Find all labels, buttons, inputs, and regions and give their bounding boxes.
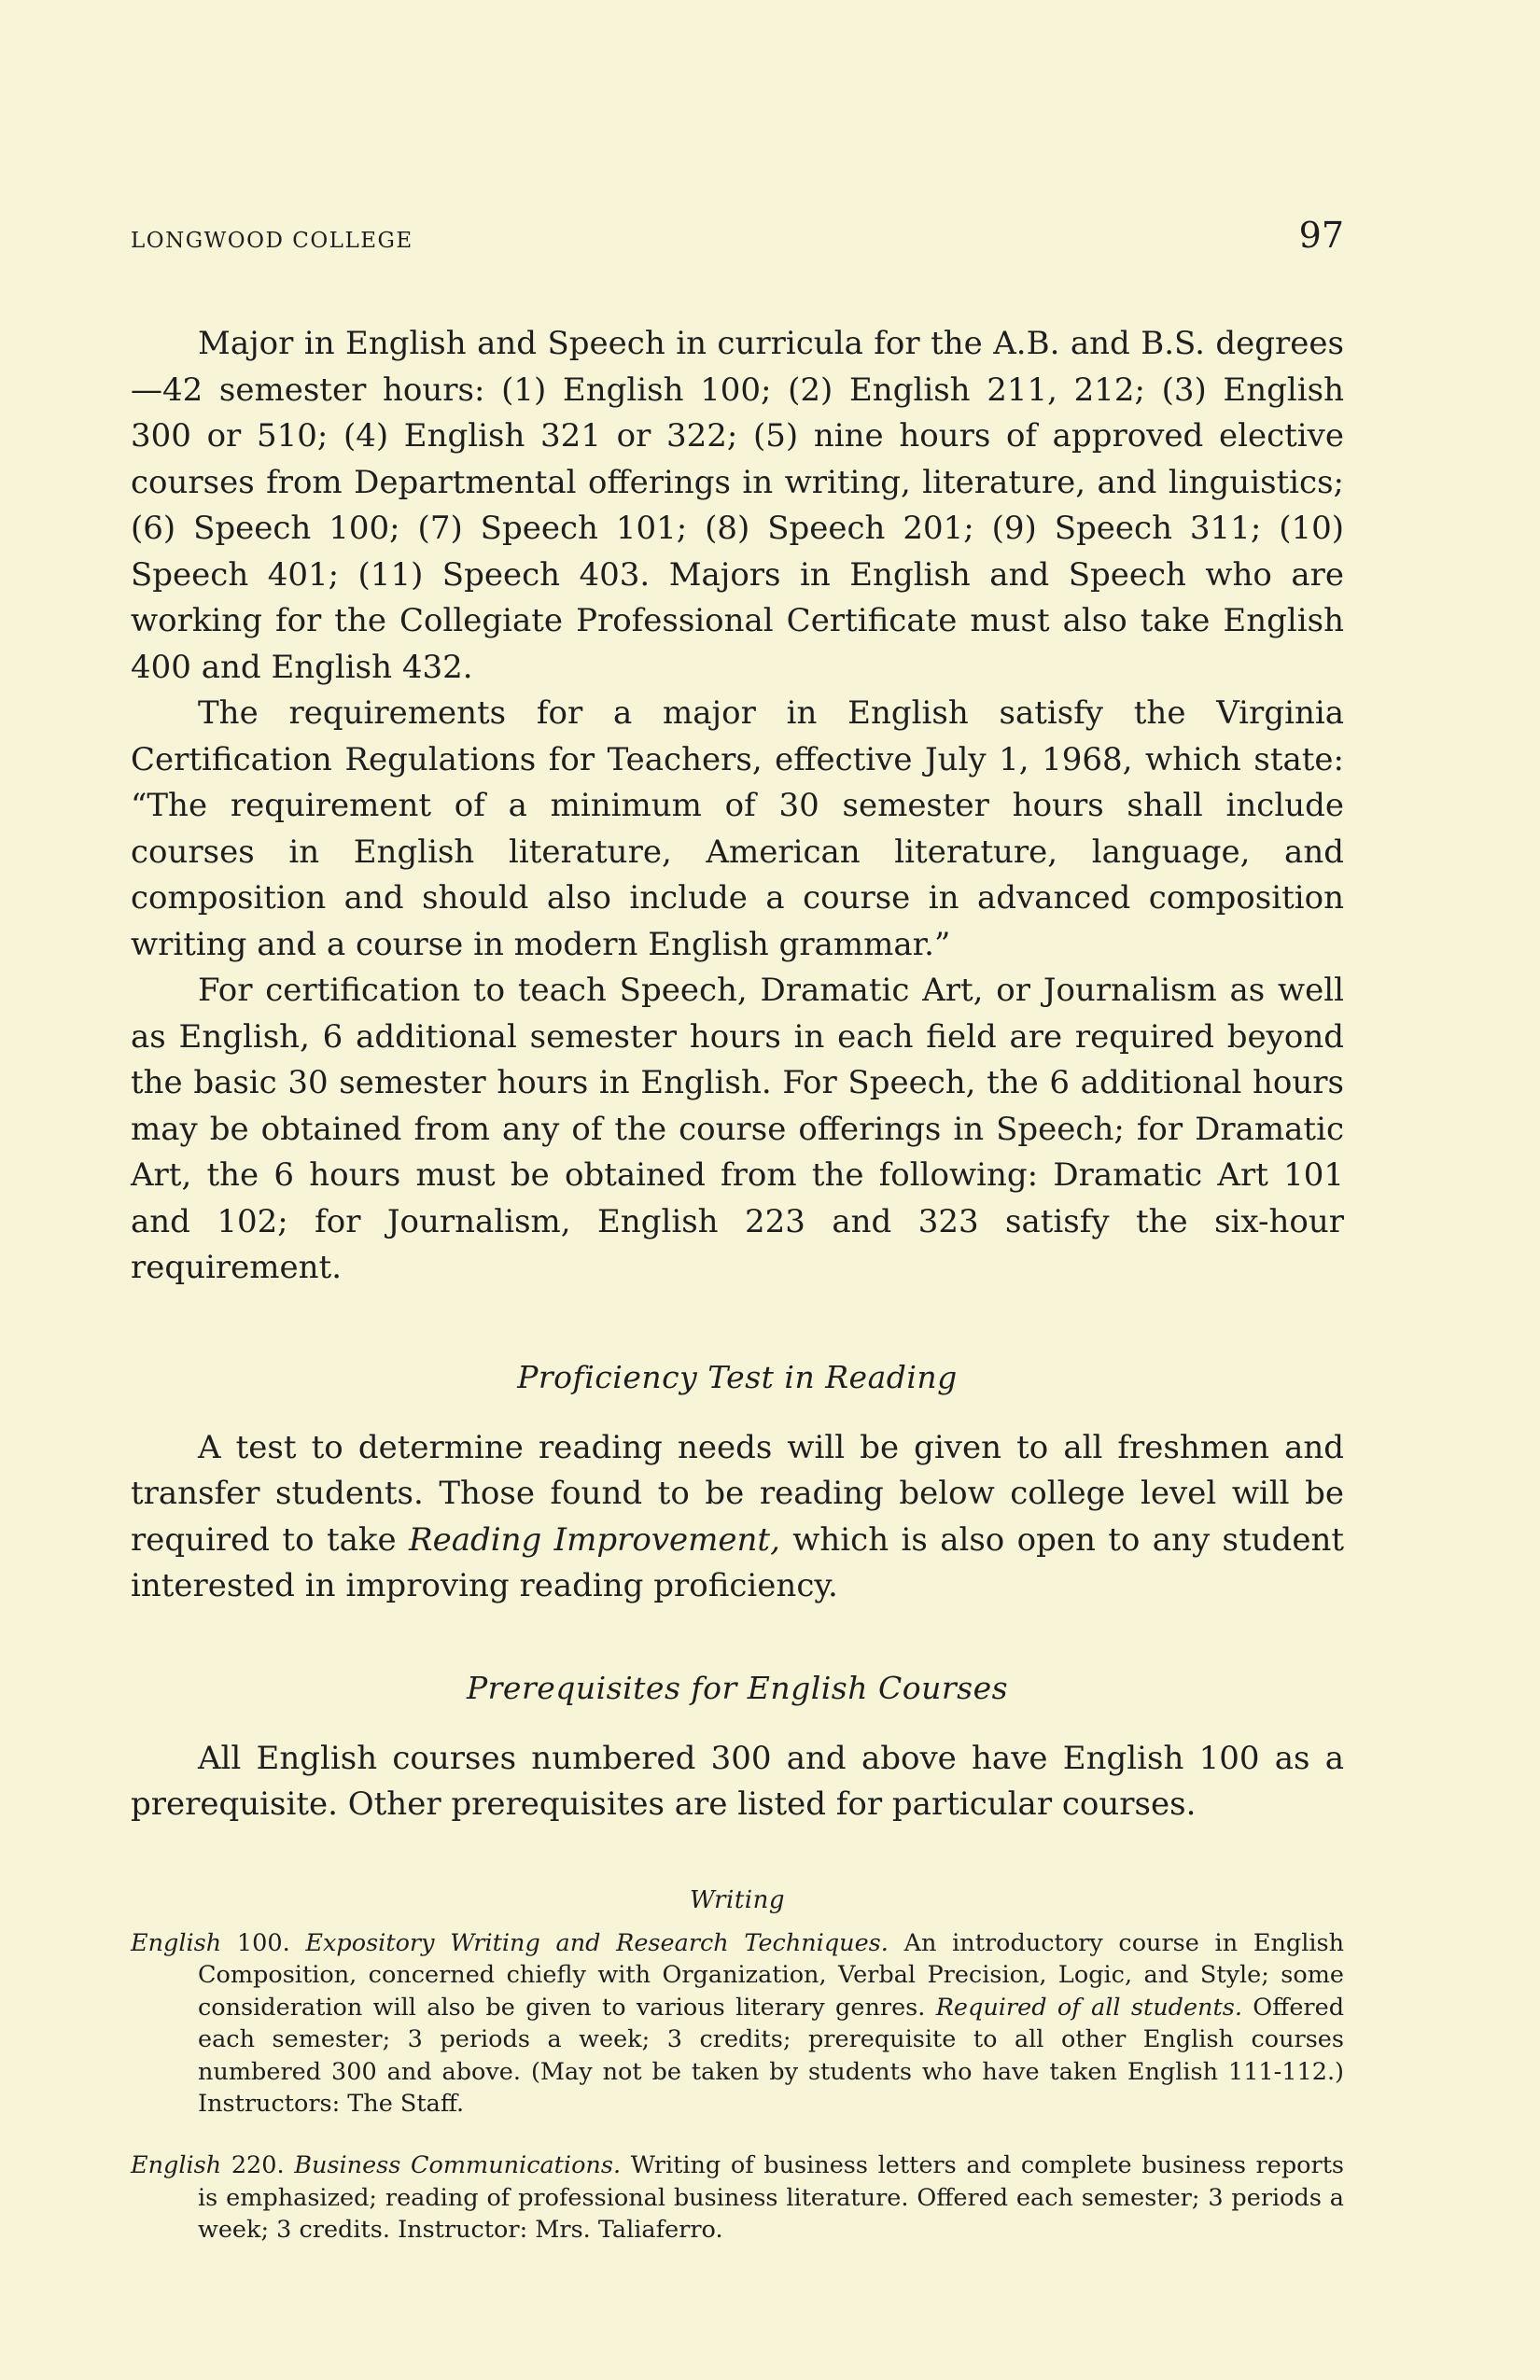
course-number: 100.: [236, 1928, 290, 1957]
paragraph-proficiency: [131, 1425, 1344, 1610]
running-head: [131, 215, 1344, 256]
course-title: Business Communications.: [294, 2151, 622, 2180]
course-description: Writing of business letters and complete business reports is emphasized; reading of professional business literature. Offered each semester; 3 periods a week; 3 credits. Instructor: Mrs. Taliaferro.: [198, 2151, 1345, 2245]
proficiency-text-before: A test to determine reading needs will be given to all freshmen and transfer students. Those found to be reading below college level will be required to take: [131, 1428, 1344, 1559]
course-number: 220.: [231, 2151, 285, 2180]
proficiency-heading: Proficiency Test in Reading: [517, 1358, 958, 1395]
paragraph-major-requirements: Major in English and Speech in curricula for the A.B. and B.S. degrees—42 semester hours: (1) English 100; (2) English 211, 212; (3) English 300 or 510; (4) English 321 or 322; (5) nine hours of approved elective courses from Departmental offerings in writing, literature, and linguistics; (6) Speech 100; (7) Speech 101; (8) Speech 201; (9) Speech 311; (10) Speech 401; (11) Speech 403. Majors in English and Speech who are working for the Collegiate Professional Certificate must also take English 400 and English 432.: [131, 325, 1344, 686]
course-description-2: Offered each semester; 3 periods a week; 3 credits; prerequisite to all other English courses numbered 300 and above. (May not be taken by students who have taken English 111-112.) Instructors: The Staff.: [198, 1993, 1345, 2119]
course-english-100: [131, 1927, 1344, 2121]
proficiency-text-after: which is also open to any student interested in improving reading proficiency.: [131, 1520, 1345, 1604]
course-english-220: [131, 2149, 1344, 2247]
prerequisites-heading: Prerequisites for English Courses: [466, 1669, 1009, 1706]
course-description: An introductory course in English Composition, concerned chiefly with Organization, Verbal Precision, Logic, and Style; some consideration will also be given to various literary genres.: [198, 1928, 1345, 2022]
page-content: [131, 215, 1344, 2275]
course-dept: English: [131, 1928, 222, 1957]
course-dept: English: [131, 2151, 222, 2180]
course-required-note: Required of all students.: [935, 1993, 1242, 2022]
paragraph-additional-certification: For certification to teach Speech, Dramatic Art, or Journalism as well as English, 6 additional semester hours in each field are required beyond the basic 30 semester hours in English. For Speech, the 6 additional hours may be obtained from any of the course offerings in Speech; for Dramatic Art, the 6 hours must be obtained from the following: Dramatic Art 101 and 102; for Journalism, English 223 and 323 satisfy the six-hour requirement.: [131, 972, 1344, 1286]
writing-heading: Writing: [690, 1885, 785, 1914]
proficiency-emphasis: Reading Improvement,: [409, 1520, 780, 1559]
running-head-title: LONGWOOD COLLEGE: [131, 229, 413, 253]
paragraph-certification-regulations: The requirements for a major in English satisfy the Virginia Certification Regulations for Teachers, effective July 1, 1968, which state: “The requirement of a minimum of 30 semester hours shall include courses in English literature, American literature, language, and composition and should also include a course in advanced composition writing and a course in modern English grammar.”: [131, 694, 1344, 963]
course-title: Expository Writing and Research Techniques.: [305, 1928, 889, 1957]
page-number: 97: [1298, 215, 1344, 256]
paragraph-prerequisites: All English courses numbered 300 and above have English 100 as a prerequisite. Other prerequisites are listed for particular courses.: [131, 1739, 1344, 1823]
